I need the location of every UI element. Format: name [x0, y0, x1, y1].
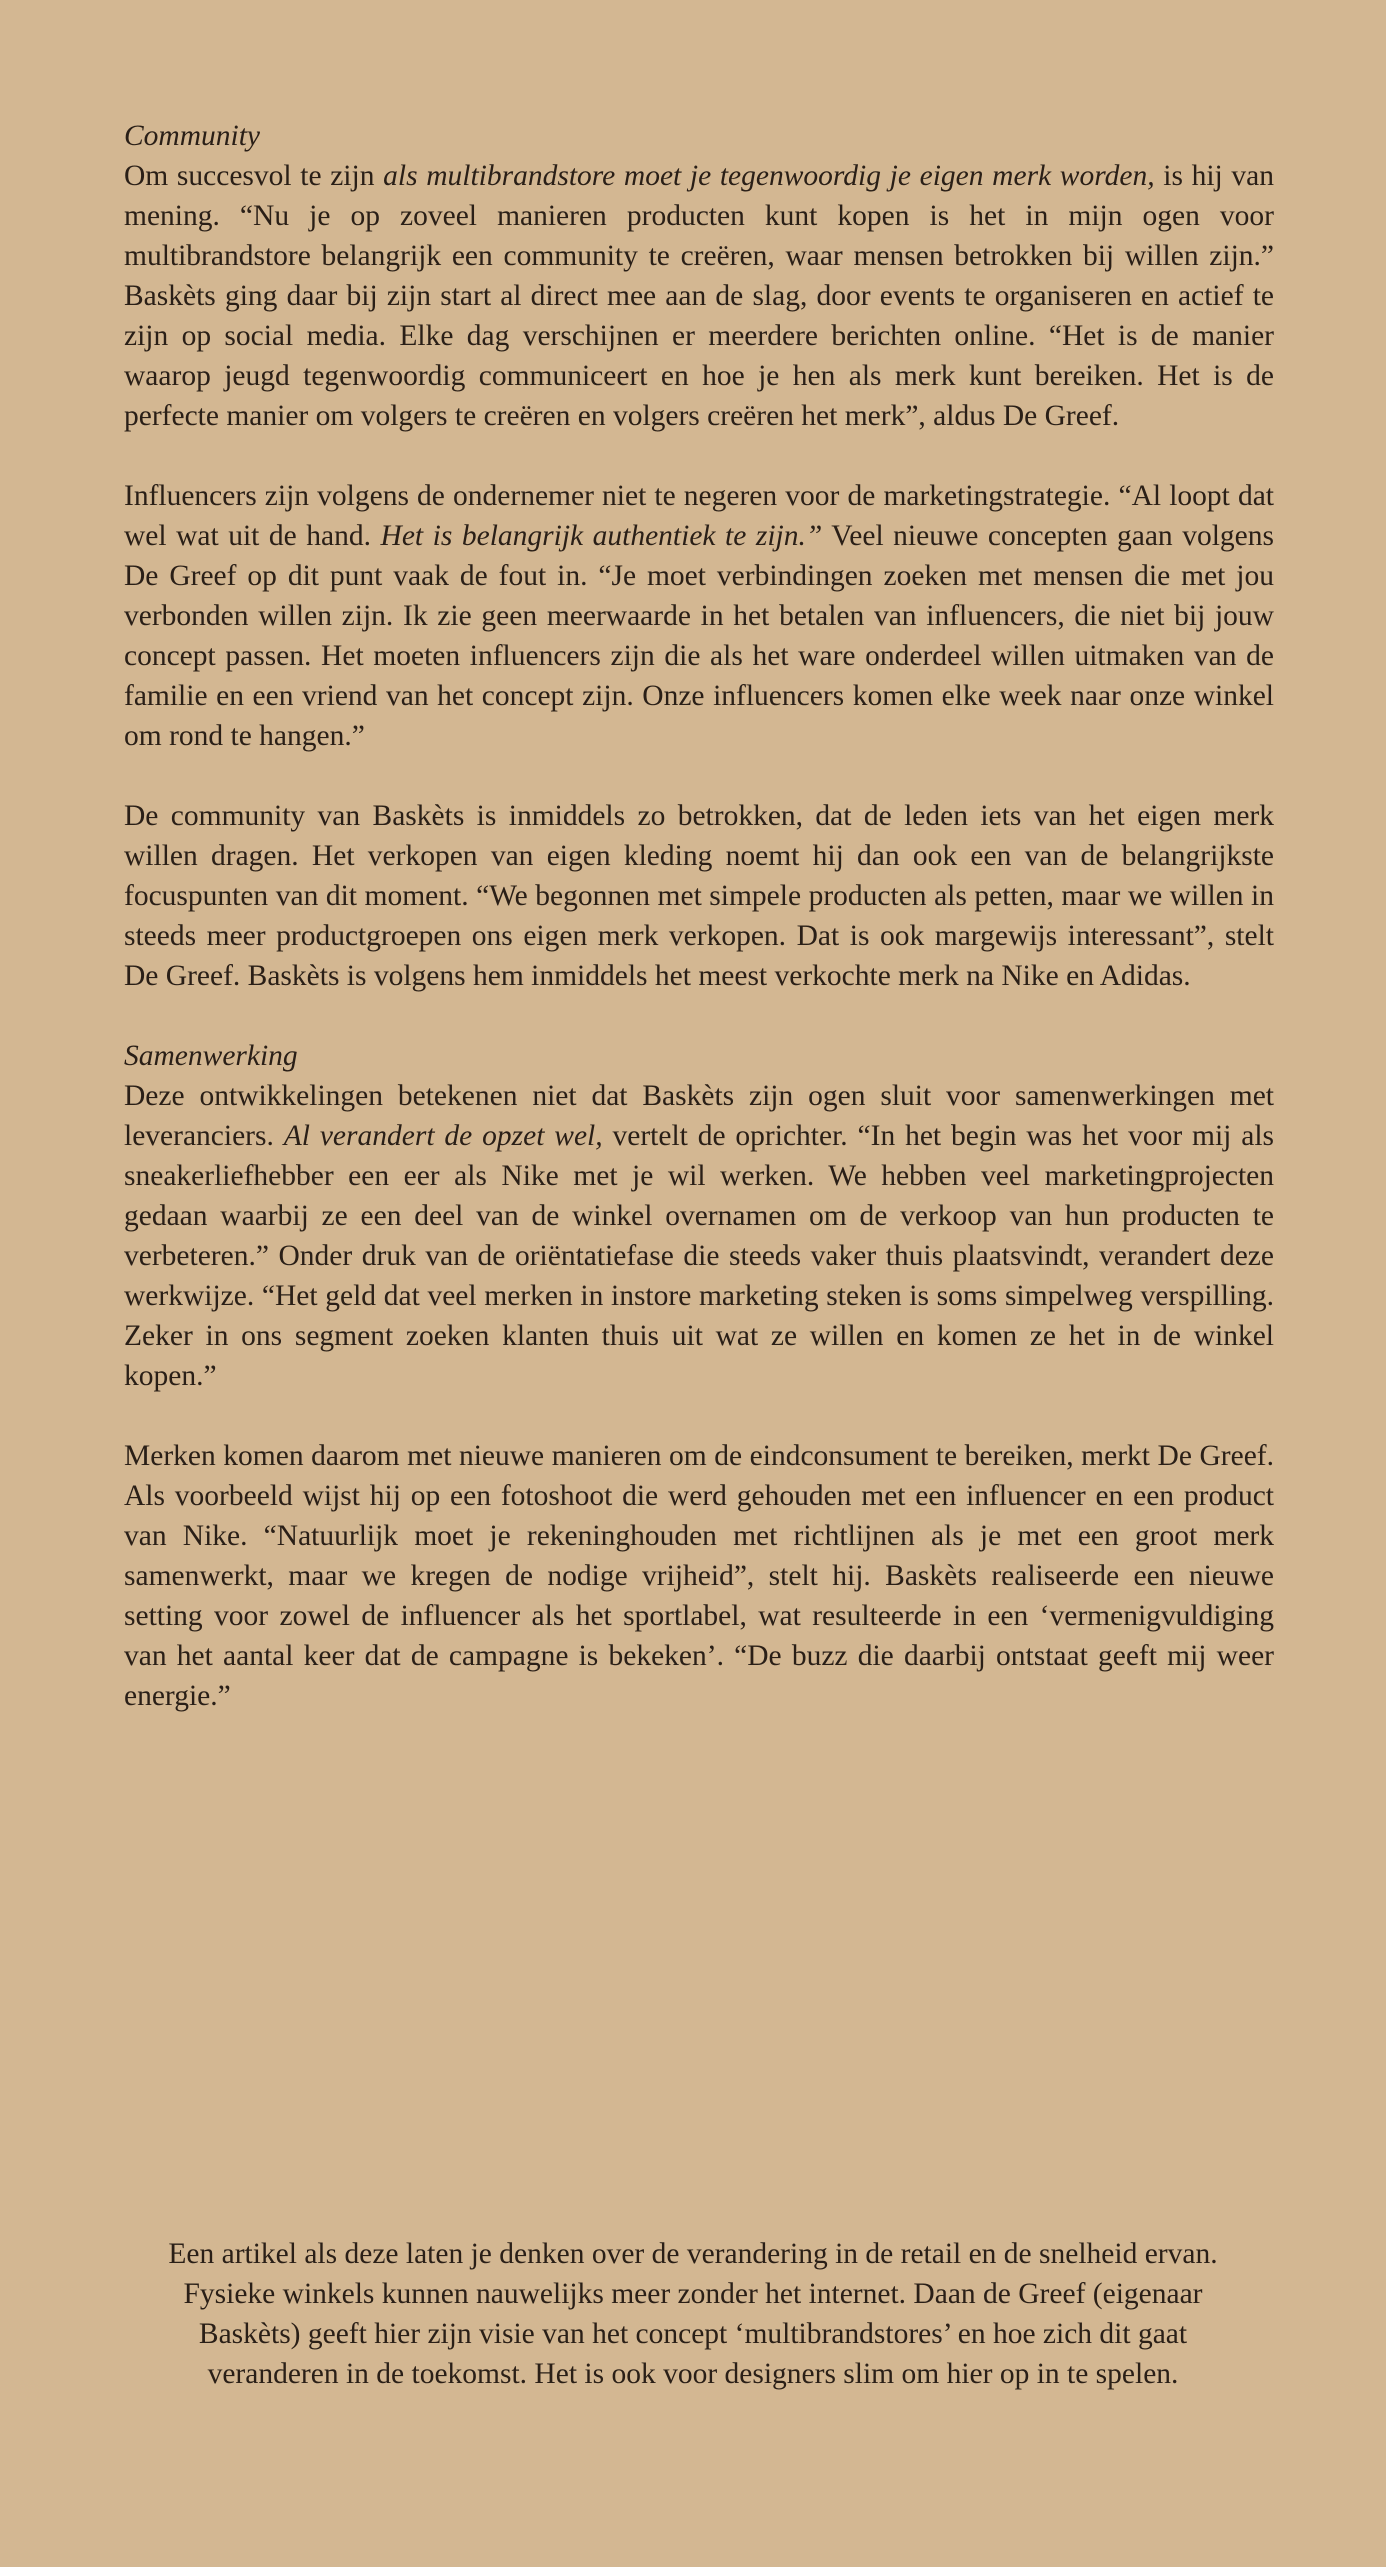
- article-body: [124, 116, 1274, 1716]
- paragraph-4-run-2: Al verandert de opzet wel,: [283, 1120, 603, 1152]
- section-heading-samenwerking: Samenwerking: [124, 1040, 298, 1072]
- paragraph-2: [124, 476, 1274, 756]
- paragraph-5: [124, 1436, 1274, 1716]
- paragraph-3: [124, 796, 1274, 996]
- closing-note: Een artikel als deze laten je denken over de verandering in de retail en de snelheid ervan. Fysieke winkels kunnen nauwelijks meer zonder het internet. Daan de Greef (eigenaar Baskèts) geeft hier zijn visie van het concept ‘multibrandstores’ en hoe zich dit gaat veranderen in de toekomst. Het is ook voor designers slim om hier op in te spelen.: [168, 2238, 1218, 2390]
- paragraph-3-run-1: De community van Baskèts is inmiddels zo betrokken, dat de leden iets van het eigen merk willen dragen. Het verkopen van eigen kleding noemt hij dan ook een van de belangrijkste focuspunten van dit moment. “We begonnen met simpele producten als petten, maar we willen in steeds meer productgroepen ons eigen merk verkopen. Dat is ook margewijs interessant”, stelt De Greef. Baskèts is volgens hem inmiddels het meest verkochte merk na Nike en Adidas.: [124, 800, 1274, 992]
- paragraph-4: [124, 1076, 1274, 1396]
- paragraph-2-run-3: Veel nieuwe concepten gaan volgens De Greef op dit punt vaak de fout in. “Je moet verbindingen zoeken met mensen die met jou verbonden willen zijn. Ik zie geen meerwaarde in het betalen van influencers, die niet bij jouw concept passen. Het moeten influencers zijn die als het ware onderdeel willen uitmaken van de familie en een vriend van het concept zijn. Onze influencers komen elke week naar onze winkel om rond te hangen.”: [124, 520, 1274, 752]
- paragraph-1-run-1: Om succesvol te zijn: [124, 160, 384, 192]
- paragraph-1-run-3: is hij van mening. “Nu je op zoveel manieren producten kunt kopen is het in mijn ogen voor multibrandstore belangrijk een community te creëren, waar mensen betrokken bij willen zijn.” Baskèts ging daar bij zijn start al direct mee aan de slag, door events te organiseren en actief te zijn op social media. Elke dag verschijnen er meerdere berichten online. “Het is de manier waarop jeugd tegenwoordig communiceert en hoe je hen als merk kunt bereiken. Het is de perfecte manier om volgers te creëren en volgers creëren het merk”, aldus De Greef.: [124, 160, 1274, 432]
- section-heading-community: Community: [124, 120, 261, 152]
- paragraph-5-run-1: Merken komen daarom met nieuwe manieren om de eindconsument te bereiken, merkt De Greef. Als voorbeeld wijst hij op een fotoshoot die werd gehouden met een influencer en een product van Nike. “Natuurlijk moet je rekeninghouden met richtlijnen als je met een groot merk samenwerkt, maar we kregen de nodige vrijheid”, stelt hij. Baskèts realiseerde een nieuwe setting voor zowel de influencer als het sportlabel, wat resulteerde in een ‘vermenigvuldiging van het aantal keer dat de campagne is bekeken’. “De buzz die daarbij ontstaat geeft mij weer energie.”: [124, 1440, 1274, 1712]
- paragraph-2-run-1: Influencers zijn volgens de ondernemer niet te negeren voor de marketingstrategie. “Al loopt dat wel wat uit de hand.: [124, 480, 1274, 552]
- paragraph-1-run-2: als multibrandstore moet je tegenwoordig je eigen merk worden,: [383, 160, 1155, 192]
- paragraph-2-run-2: Het is belangrijk authentiek te zijn.”: [380, 520, 823, 552]
- paragraph-4-run-3: vertelt de oprichter. “In het begin was het voor mij als sneakerliefhebber een eer als Nike met je wil werken. We hebben veel marketingprojecten gedaan waarbij ze een deel van de winkel overnamen om de verkoop van hun producten te verbeteren.” Onder druk van de oriëntatiefase die steeds vaker thuis plaatsvindt, verandert deze werkwijze. “Het geld dat veel merken in instore marketing steken is soms simpelweg verspilling. Zeker in ons segment zoeken klanten thuis uit wat ze willen en komen ze het in de winkel kopen.”: [124, 1120, 1274, 1392]
- paragraph-4-run-1: Deze ontwikkelingen betekenen niet dat Baskèts zijn ogen sluit voor samenwerkingen met leveranciers.: [124, 1080, 1274, 1152]
- paragraph-1: [124, 156, 1274, 436]
